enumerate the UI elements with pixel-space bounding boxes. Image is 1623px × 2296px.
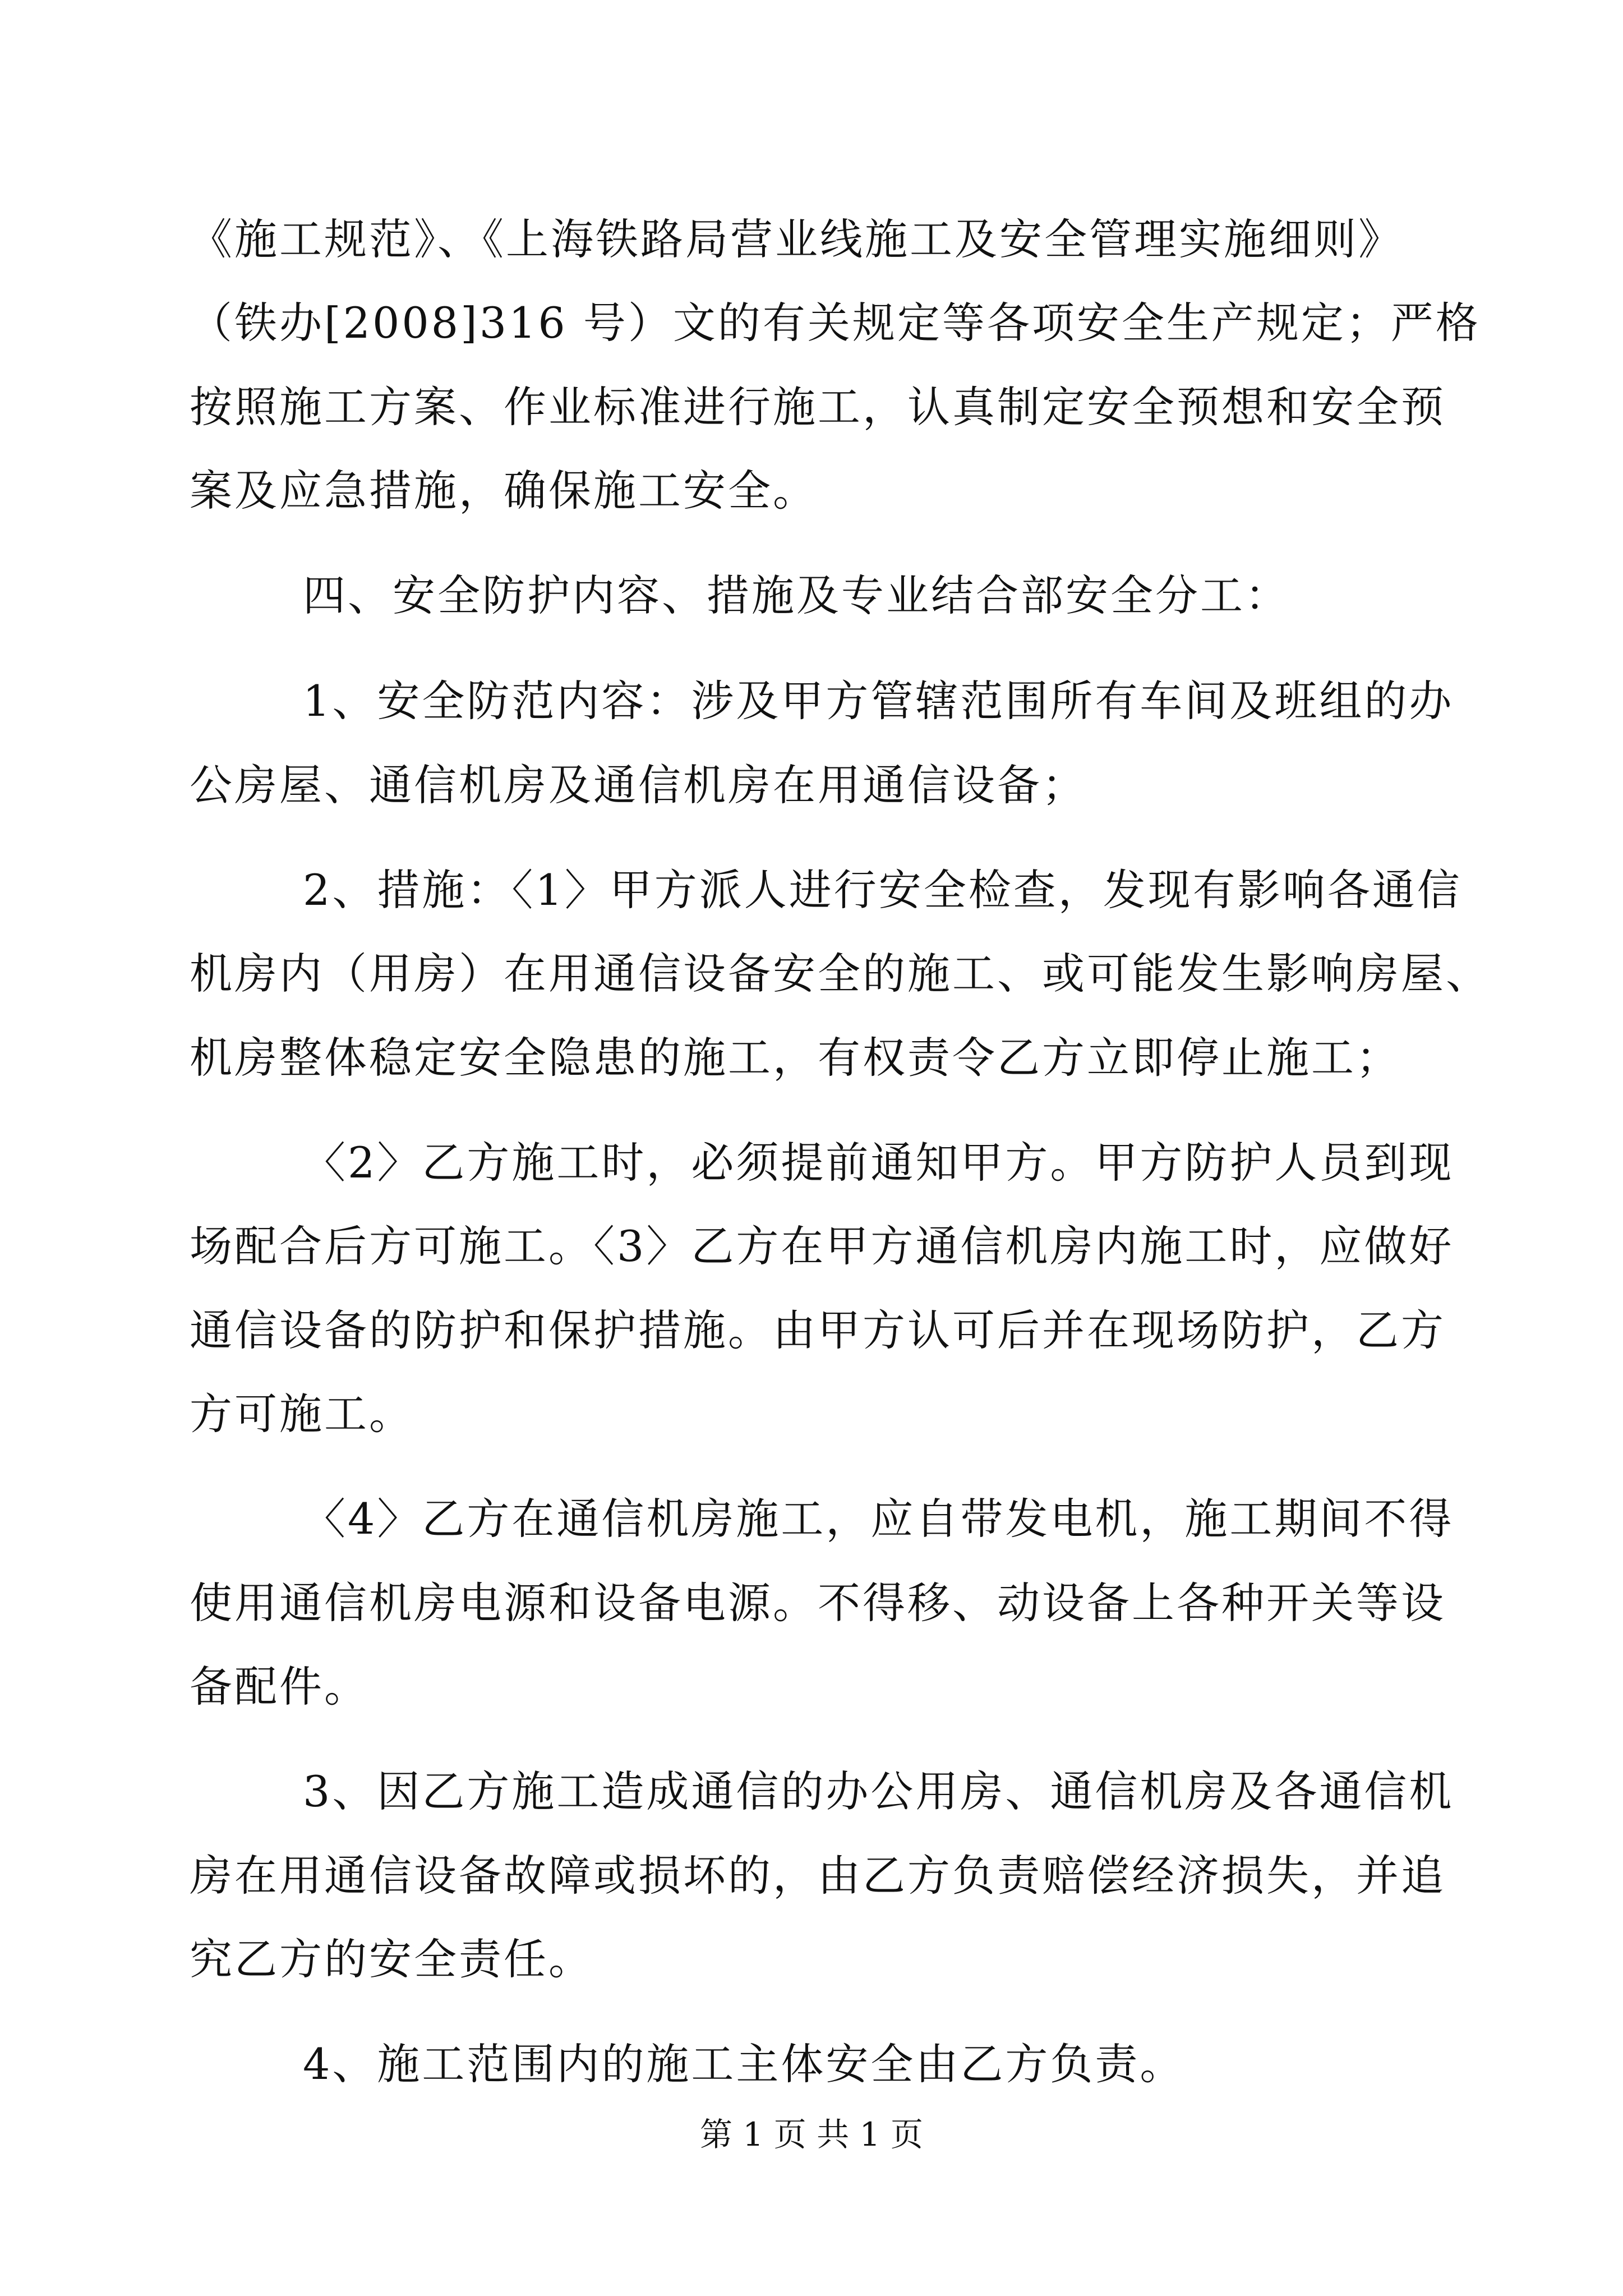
section-heading: [0, 562, 1623, 629]
line-text: 2、措施：〈1〉甲方派人进行安全检查，发现有影响各通信: [303, 865, 1462, 915]
line-text: 〈4〉乙方在通信机房施工，应自带发电机，施工期间不得: [303, 1494, 1454, 1544]
text-line: [0, 2031, 1623, 2098]
text-line: [0, 668, 1623, 735]
line-text: 案及应急措施，确保施工安全。: [190, 466, 818, 516]
heading-text: 四、安全防护内容、措施及专业结合部安全分工：: [303, 570, 1290, 620]
line-text: 按照施工方案、作业标准进行施工，认真制定安全预想和安全预: [190, 382, 1446, 432]
text-line: [0, 1129, 1623, 1197]
line-text: 备配件。: [190, 1662, 369, 1711]
text-line: [0, 1653, 1623, 1720]
text-line: [0, 1842, 1623, 1910]
line-text: 1、安全防范内容：涉及甲方管辖范围所有车间及班组的办: [303, 676, 1454, 726]
line-text: 〈2〉乙方施工时，必须提前通知甲方。甲方防护人员到现: [303, 1138, 1454, 1188]
text-line: [0, 1758, 1623, 1825]
text-line: [0, 1297, 1623, 1364]
line-text: 公房屋、通信机房及通信机房在用通信设备；: [190, 760, 1087, 810]
text-line: [0, 457, 1623, 524]
text-line: [0, 1570, 1623, 1637]
text-line: [0, 752, 1623, 819]
text-line: [0, 1024, 1623, 1092]
text-line: [0, 1213, 1623, 1280]
line-text: 通信设备的防护和保护措施。由甲方认可后并在现场防护，乙方: [190, 1305, 1446, 1355]
line-text: 场配合后方可施工。〈3〉乙方在甲方通信机房内施工时，应做好: [190, 1221, 1454, 1271]
text-line: [0, 289, 1623, 357]
line-text: 机房整体稳定安全隐患的施工，有权责令乙方立即停止施工；: [190, 1033, 1401, 1083]
text-line: [0, 1381, 1623, 1448]
line-text: 3、因乙方施工造成通信的办公用房、通信机房及各通信机: [303, 1766, 1454, 1816]
line-text: 房在用通信设备故障或损坏的，由乙方负责赔偿经济损失，并追: [190, 1851, 1446, 1901]
line-text: 机房内（用房）在用通信设备安全的施工、或可能发生影响房屋、: [190, 949, 1491, 999]
line-text: 4、施工范围内的施工主体安全由乙方负责。: [303, 2039, 1185, 2089]
text-line: [0, 374, 1623, 441]
text-line: [0, 857, 1623, 924]
line-text: 使用通信机房电源和设备电源。不得移、动设备上各种开关等设: [190, 1578, 1446, 1628]
text-line: [0, 1926, 1623, 1993]
page-footer: 第 1 页 共 1 页: [700, 2115, 923, 2154]
line-text: 《施工规范》、《上海铁路局营业线施工及安全管理实施细则》: [190, 214, 1403, 264]
line-text: 方可施工。: [190, 1389, 414, 1439]
text-line: [0, 1485, 1623, 1553]
text-line: [0, 206, 1623, 273]
line-text: （铁办[2008]316 号）文的有关规定等各项安全生产规定；严格: [190, 298, 1481, 348]
line-text: 究乙方的安全责任。: [190, 1934, 593, 1984]
text-line: [0, 940, 1623, 1007]
